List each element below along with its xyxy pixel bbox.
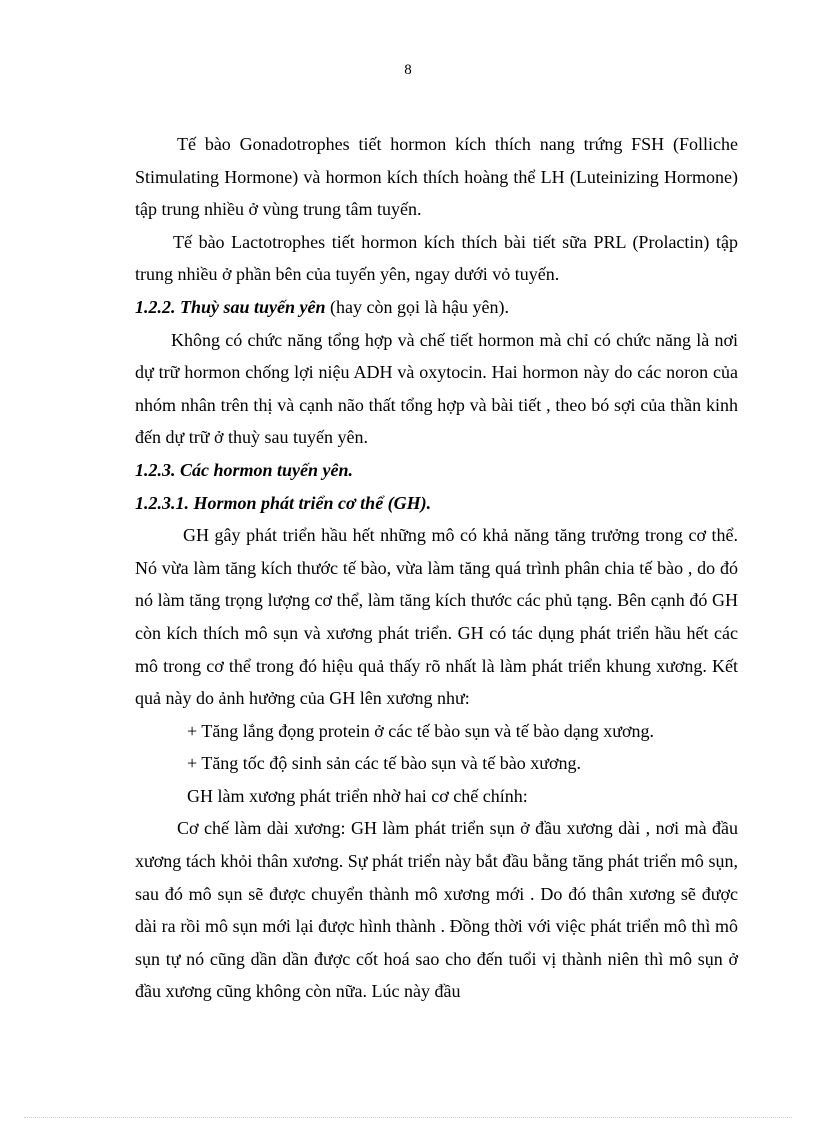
page-bottom-divider [24,1117,792,1118]
heading-1-2-3-1: 1.2.3.1. Hormon phát triển cơ thể (GH). [135,492,432,513]
heading-1-2-2 [135,291,738,324]
heading-1-2-2-title: 1.2.2. Thuỳ sau tuyến yên [135,296,326,317]
paragraph-lactotrophes: Tế bào Lactotrophes tiết hormon kích thích bài tiết sữa PRL (Prolactin) tập trung nhiều ở phần bên của tuyến yên, ngay dưới vỏ tuyến. [135,231,738,285]
paragraph-posterior-lobe: Không có chức năng tổng hợp và chế tiết hormon mà chỉ có chức năng là nơi dự trữ hormon chống lợi niệu ADH và oxytocin. Hai hormon này do các noron của nhóm nhân trên thị và cạnh não thất tổng hợp và bài tiết , theo bó sợi của thần kinh đến dự trữ ở thuỳ sau tuyến yên. [135,329,738,448]
page-number: 8 [404,62,412,78]
heading-1-2-3: 1.2.3. Các hormon tuyến yên. [135,459,354,480]
bullet-item-protein: + Tăng lắng đọng protein ở các tế bào sụn và tế bào dạng xương. [187,720,654,741]
heading-1-2-2-note: (hay còn gọi là hậu yên). [325,296,509,317]
document-body [135,128,738,1008]
bullet-item-reproduction: + Tăng tốc độ sinh sản các tế bào sụn và tế bào xương. [187,753,581,774]
paragraph-bone-lengthening: Cơ chế làm dài xương: GH làm phát triển sụn ở đầu xương dài , nơi mà đầu xương tách khỏi thân xương. Sự phát triển này bắt đầu bằng tăng phát triển mô sụn, sau đó mô sụn sẽ được chuyển thành mô xương mới . Do đó thân xương sẽ được dài ra rồi mô sụn mới lại được hình thành . Đồng thời với việc phát triển mô thì mô sụn tự nó cũng dần dần được cốt hoá sao cho đến tuổi vị thành niên thì mô sụn ở đầu xương cũng không còn nữa. Lúc này đầu [135,818,738,1002]
paragraph-gonadotrophes: Tế bào Gonadotrophes tiết hormon kích thích nang trứng FSH (Folliche Stimulating Hormone) và hormon kích thích hoàng thể LH (Luteinizing Hormone) tập trung nhiều ở vùng trung tâm tuyến. [135,134,738,220]
paragraph-mechanisms-intro: GH làm xương phát triển nhờ hai cơ chế chính: [187,785,528,806]
paragraph-gh-effects: GH gây phát triển hầu hết những mô có khả năng tăng trưởng trong cơ thể. Nó vừa làm tăng kích thước tế bào, vừa làm tăng quá trình phân chia tế bào , do đó nó làm tăng trọng lượng cơ thể, làm tăng kích thước các phủ tạng. Bên cạnh đó GH còn kích thích mô sụn và xương phát triển. GH có tác dụng phát triển hầu hết các mô trong cơ thể trong đó hiệu quả thấy rõ nhất là làm phát triển khung xương. Kết quả này do ảnh hưởng của GH lên xương như: [135,525,738,709]
